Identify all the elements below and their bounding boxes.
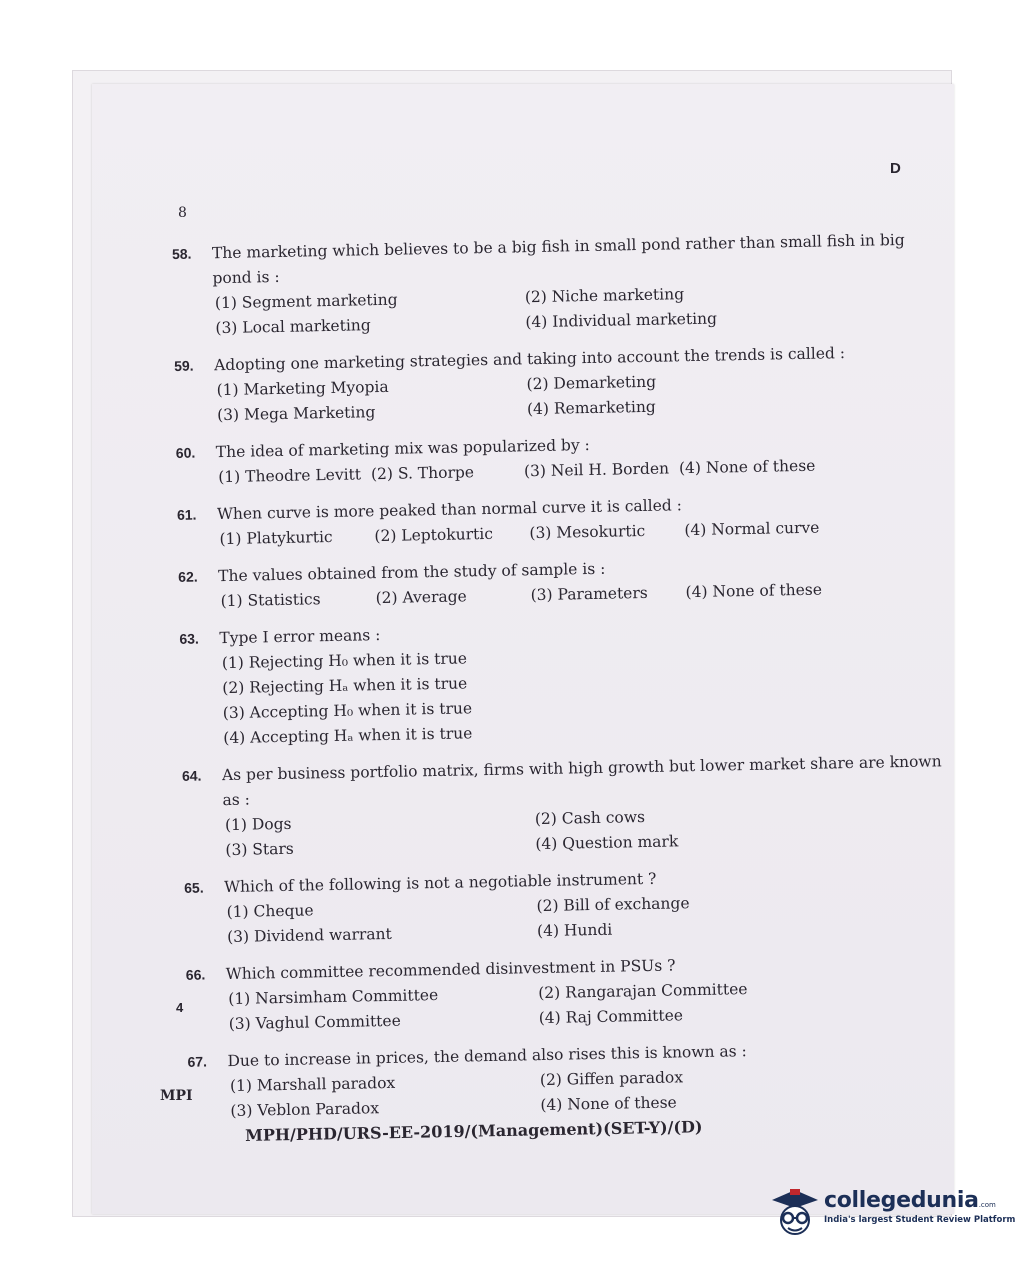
- question-text: Type I error means :: [219, 626, 381, 648]
- question-66: [186, 948, 947, 1038]
- question-number: 65.: [184, 879, 204, 896]
- option-4: (4) Accepting Hₐ when it is true: [223, 724, 473, 748]
- option-2: (2) Niche marketing: [524, 285, 685, 307]
- graduate-mascot-icon: [770, 1188, 820, 1240]
- question-number: 59.: [173, 357, 194, 374]
- option-1: (1) Theodre Levitt: [218, 465, 362, 487]
- option-2: (2) Giffen paradox: [539, 1068, 684, 1090]
- question-text: Which committee recommended disinvestment in PSUs ?: [225, 956, 676, 984]
- option-2: (2) Bill of exchange: [536, 894, 690, 916]
- question-text: Which of the following is not a negotiable instrument ?: [223, 869, 657, 897]
- option-3: (3) Accepting H₀ when it is true: [222, 699, 473, 723]
- question-block: [170, 135, 949, 1136]
- option-1: (1) Platykurtic: [219, 527, 333, 549]
- option-2: (2) Leptokurtic: [374, 524, 494, 546]
- question-text: Due to increase in prices, the demand also rises this is known as :: [227, 1042, 747, 1071]
- question-58: [172, 227, 934, 342]
- option-1: (1) Segment marketing: [214, 290, 398, 313]
- question-number: 60.: [175, 444, 196, 461]
- collegedunia-logo: [770, 1188, 1015, 1240]
- question-text: The marketing which believes to be a big fish in small pond rather than small fish in big pond is :: [211, 230, 905, 288]
- option-1: (1) Marshall paradox: [229, 1073, 396, 1096]
- option-2: (2) Rejecting Hₐ when it is true: [222, 674, 468, 698]
- question-number: 67.: [187, 1053, 208, 1070]
- question-text: Adopting one marketing strategies and taking into account the trends is called :: [213, 344, 846, 375]
- option-4: (4) None of these: [540, 1093, 677, 1115]
- question-text: As per business portfolio matrix, firms with high growth but lower market share are known as :: [221, 752, 942, 810]
- question-60: [176, 426, 937, 491]
- option-4: (4) Hundi: [536, 920, 613, 941]
- option-3: (3) Vaghul Committee: [228, 1011, 401, 1034]
- question-number: 62.: [178, 568, 198, 585]
- logo-domain: .com: [978, 1201, 996, 1209]
- question-number: 61.: [176, 506, 197, 523]
- page-number-label: 8: [178, 205, 187, 221]
- question-59: [174, 339, 935, 429]
- question-number: 63.: [179, 630, 200, 647]
- option-3: (3) Veblon Paradox: [230, 1099, 380, 1121]
- option-4: (4) Normal curve: [684, 518, 820, 540]
- option-4: (4) None of these: [685, 580, 823, 602]
- option-4: (4) Question mark: [535, 832, 679, 854]
- option-4: (4) None of these: [678, 456, 816, 478]
- question-67: [187, 1035, 948, 1125]
- option-4: (4) Individual marketing: [525, 309, 718, 332]
- option-3: (3) Neil H. Borden: [523, 459, 670, 481]
- option-3: (3) Local marketing: [215, 316, 371, 338]
- set-letter: D: [890, 160, 901, 177]
- option-3: (3) Dividend warrant: [226, 924, 392, 947]
- option-4: (4) Raj Committee: [538, 1006, 684, 1028]
- question-number: 66.: [185, 966, 206, 983]
- question-text: The values obtained from the study of sample is :: [218, 559, 606, 586]
- question-62: [178, 550, 939, 615]
- question-64: [182, 749, 944, 864]
- option-1: (1) Cheque: [226, 901, 314, 922]
- option-3: (3) Mesokurtic: [529, 521, 646, 543]
- option-2: (2) Rangarajan Committee: [538, 980, 748, 1003]
- option-2: (2) Cash cows: [534, 808, 646, 829]
- option-3: (3) Mega Marketing: [216, 403, 376, 425]
- option-1: (1) Dogs: [224, 814, 292, 835]
- logo-tagline: India's largest Student Review Platform: [824, 1215, 1016, 1225]
- paper-code-footer: MPH/PHD/URS-EE-2019/(Management)(SET-Y)/(D): [245, 1117, 703, 1145]
- option-1: (1) Rejecting H₀ when it is true: [221, 649, 468, 673]
- option-1: (1) Narsimham Committee: [228, 986, 439, 1009]
- question-number: 64.: [181, 767, 202, 784]
- side-page-number: 4: [176, 1000, 184, 1015]
- question-63: [179, 612, 941, 752]
- side-label: MPI: [160, 1088, 193, 1104]
- question-text: When curve is more peaked than normal curve it is called :: [216, 496, 683, 524]
- logo-wordmark: collegedunia: [824, 1188, 979, 1213]
- question-65: [184, 861, 945, 951]
- question-61: [177, 488, 938, 553]
- option-1: (1) Statistics: [220, 590, 321, 611]
- option-3: (3) Stars: [225, 839, 294, 860]
- question-number: 58.: [171, 245, 192, 262]
- option-2: (2) Average: [375, 587, 467, 608]
- option-2: (2) Demarketing: [526, 372, 657, 394]
- option-2: (2) S. Thorpe: [370, 463, 475, 484]
- option-3: (3) Parameters: [530, 583, 648, 605]
- option-4: (4) Remarketing: [526, 397, 656, 419]
- question-text: The idea of marketing mix was popularized by :: [215, 435, 590, 462]
- option-1: (1) Marketing Myopia: [216, 377, 389, 400]
